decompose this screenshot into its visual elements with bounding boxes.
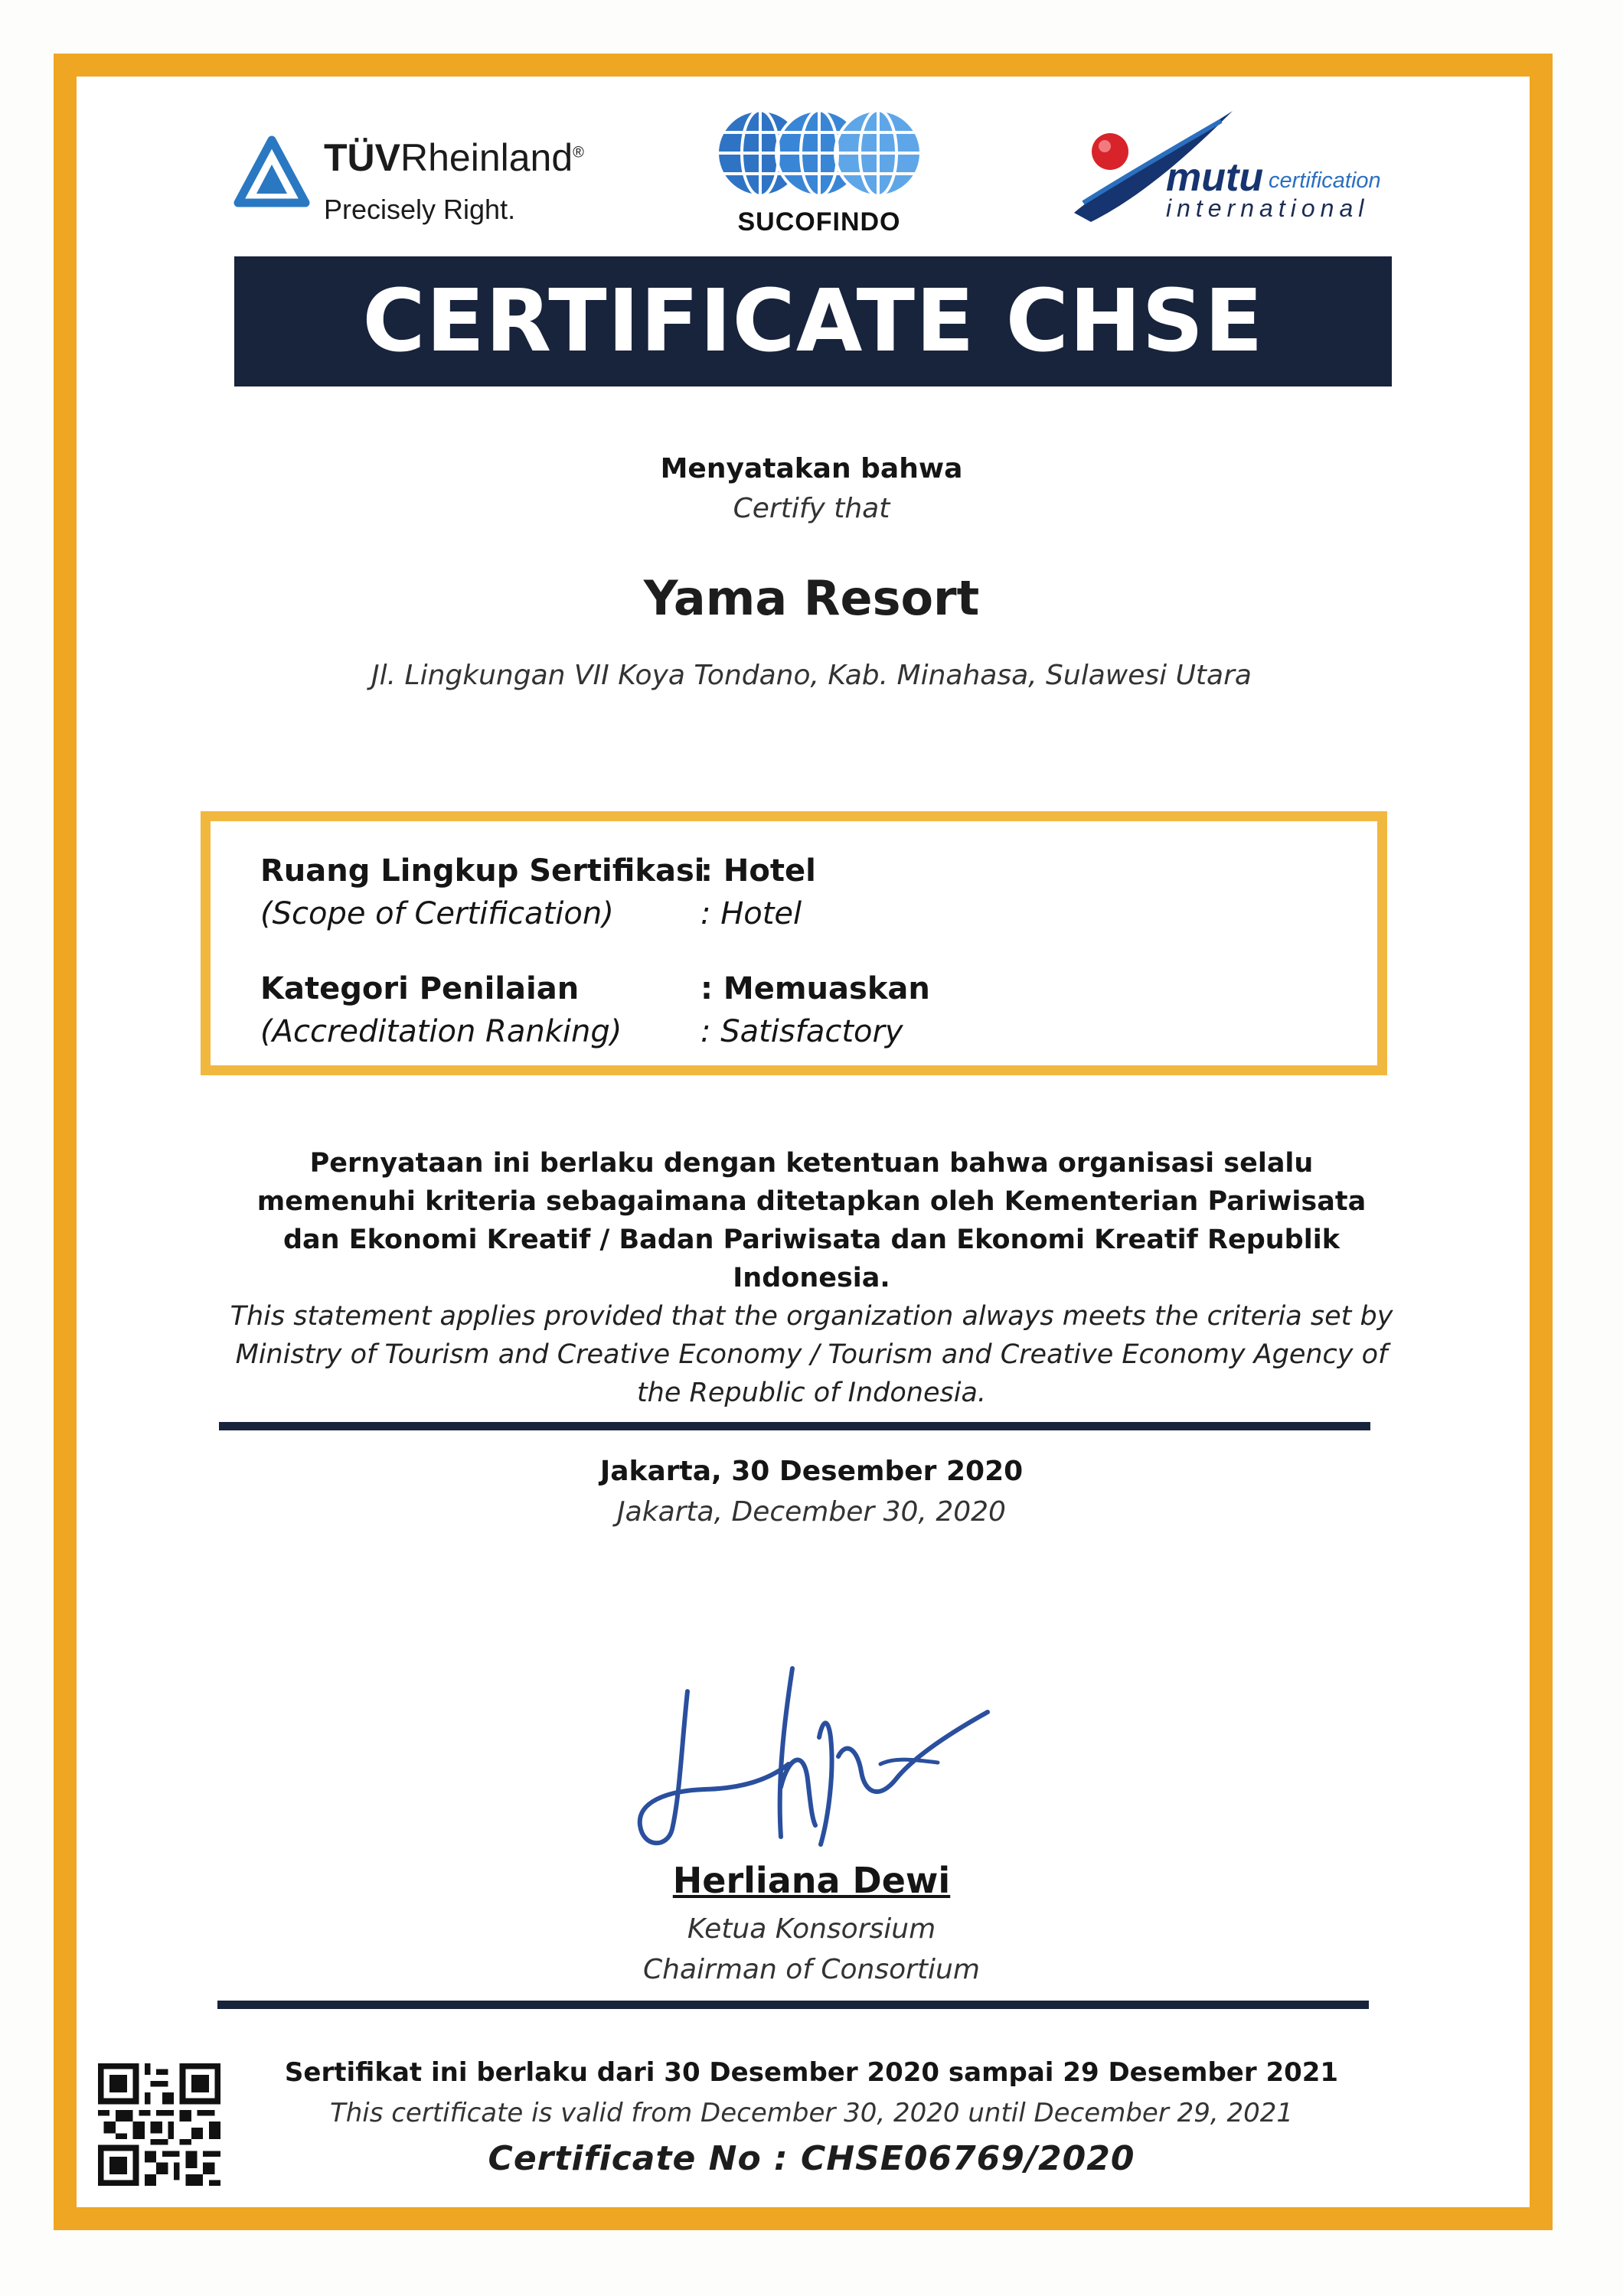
intro-text-en: Certify that (733, 493, 890, 524)
rank-value-id: : Memuaskan (700, 971, 930, 1006)
mutu-certification: certification (1269, 168, 1381, 193)
rank-label-en: (Accreditation Ranking) (260, 1014, 622, 1049)
signatory-role-id: Ketua Konsorsium (687, 1913, 936, 1945)
globe-icon (716, 103, 923, 203)
certificate-number: Certificate No : CHSE06769/2020 (488, 2139, 1135, 2178)
statement-en: This statement applies provided that the organization always meets the criteria set by Ministry of Tourism and Creative Economy / Tourism and Creative Economy Agency of the Republic of Indonesia. (230, 1301, 1393, 1408)
holder-address: Jl. Lingkungan VII Koya Tondano, Kab. Minahasa, Sulawesi Utara (371, 660, 1252, 691)
rank-value-en: : Satisfactory (700, 1014, 903, 1049)
qr-code-icon (98, 2063, 220, 2186)
issue-date-id: Jakarta, 30 Desember 2020 (599, 1456, 1024, 1487)
scope-label-id: Ruang Lingkup Sertifikasi (260, 853, 705, 889)
intro-text-id: Menyatakan bahwa (660, 453, 963, 484)
tuv-rheinland-logo (233, 134, 632, 233)
scope-box (201, 811, 1387, 1075)
tuv-triangle-icon (233, 134, 310, 210)
validity-en: This certificate is valid from December 30, 2020 until December 29, 2021 (329, 2098, 1294, 2128)
mutu-name: mutu (1166, 155, 1264, 200)
scope-value-id: : Hotel (700, 853, 816, 889)
certificate-title: CERTIFICATE CHSE (234, 256, 1392, 386)
signatory-name: Herliana Dewi (672, 1860, 951, 1901)
holder-name: Yama Resort (643, 570, 980, 626)
rank-label-id: Kategori Penilaian (260, 971, 580, 1006)
signature-image (628, 1665, 1056, 1864)
scope-value-en: : Hotel (700, 896, 802, 931)
issue-date-en: Jakarta, December 30, 2020 (617, 1496, 1006, 1528)
scope-label-en: (Scope of Certification) (260, 896, 614, 931)
mutu-logo (1068, 107, 1397, 237)
statement-id: Pernyataan ini berlaku dengan ketentuan bahwa organisasi selalu memenuhi kriteria sebagaimana ditetapkan oleh Kementerian Pariwisata dan Ekonomi Kreatif / Badan Pariwisata dan Ekonomi Kreatif Republik Indonesia. (256, 1148, 1367, 1293)
divider-bottom (217, 2001, 1369, 2009)
tuv-name: TÜVRheinland® (324, 136, 584, 179)
mutu-international: international (1166, 194, 1370, 222)
sucofindo-logo (716, 103, 923, 237)
sucofindo-name: SUCOFINDO (737, 207, 901, 236)
divider-top (219, 1422, 1370, 1430)
signatory-role-en: Chairman of Consortium (643, 1954, 980, 1985)
tuv-tagline: Precisely Right. (324, 194, 516, 225)
validity-id: Sertifikat ini berlaku dari 30 Desember 2020 sampai 29 Desember 2021 (284, 2057, 1339, 2088)
